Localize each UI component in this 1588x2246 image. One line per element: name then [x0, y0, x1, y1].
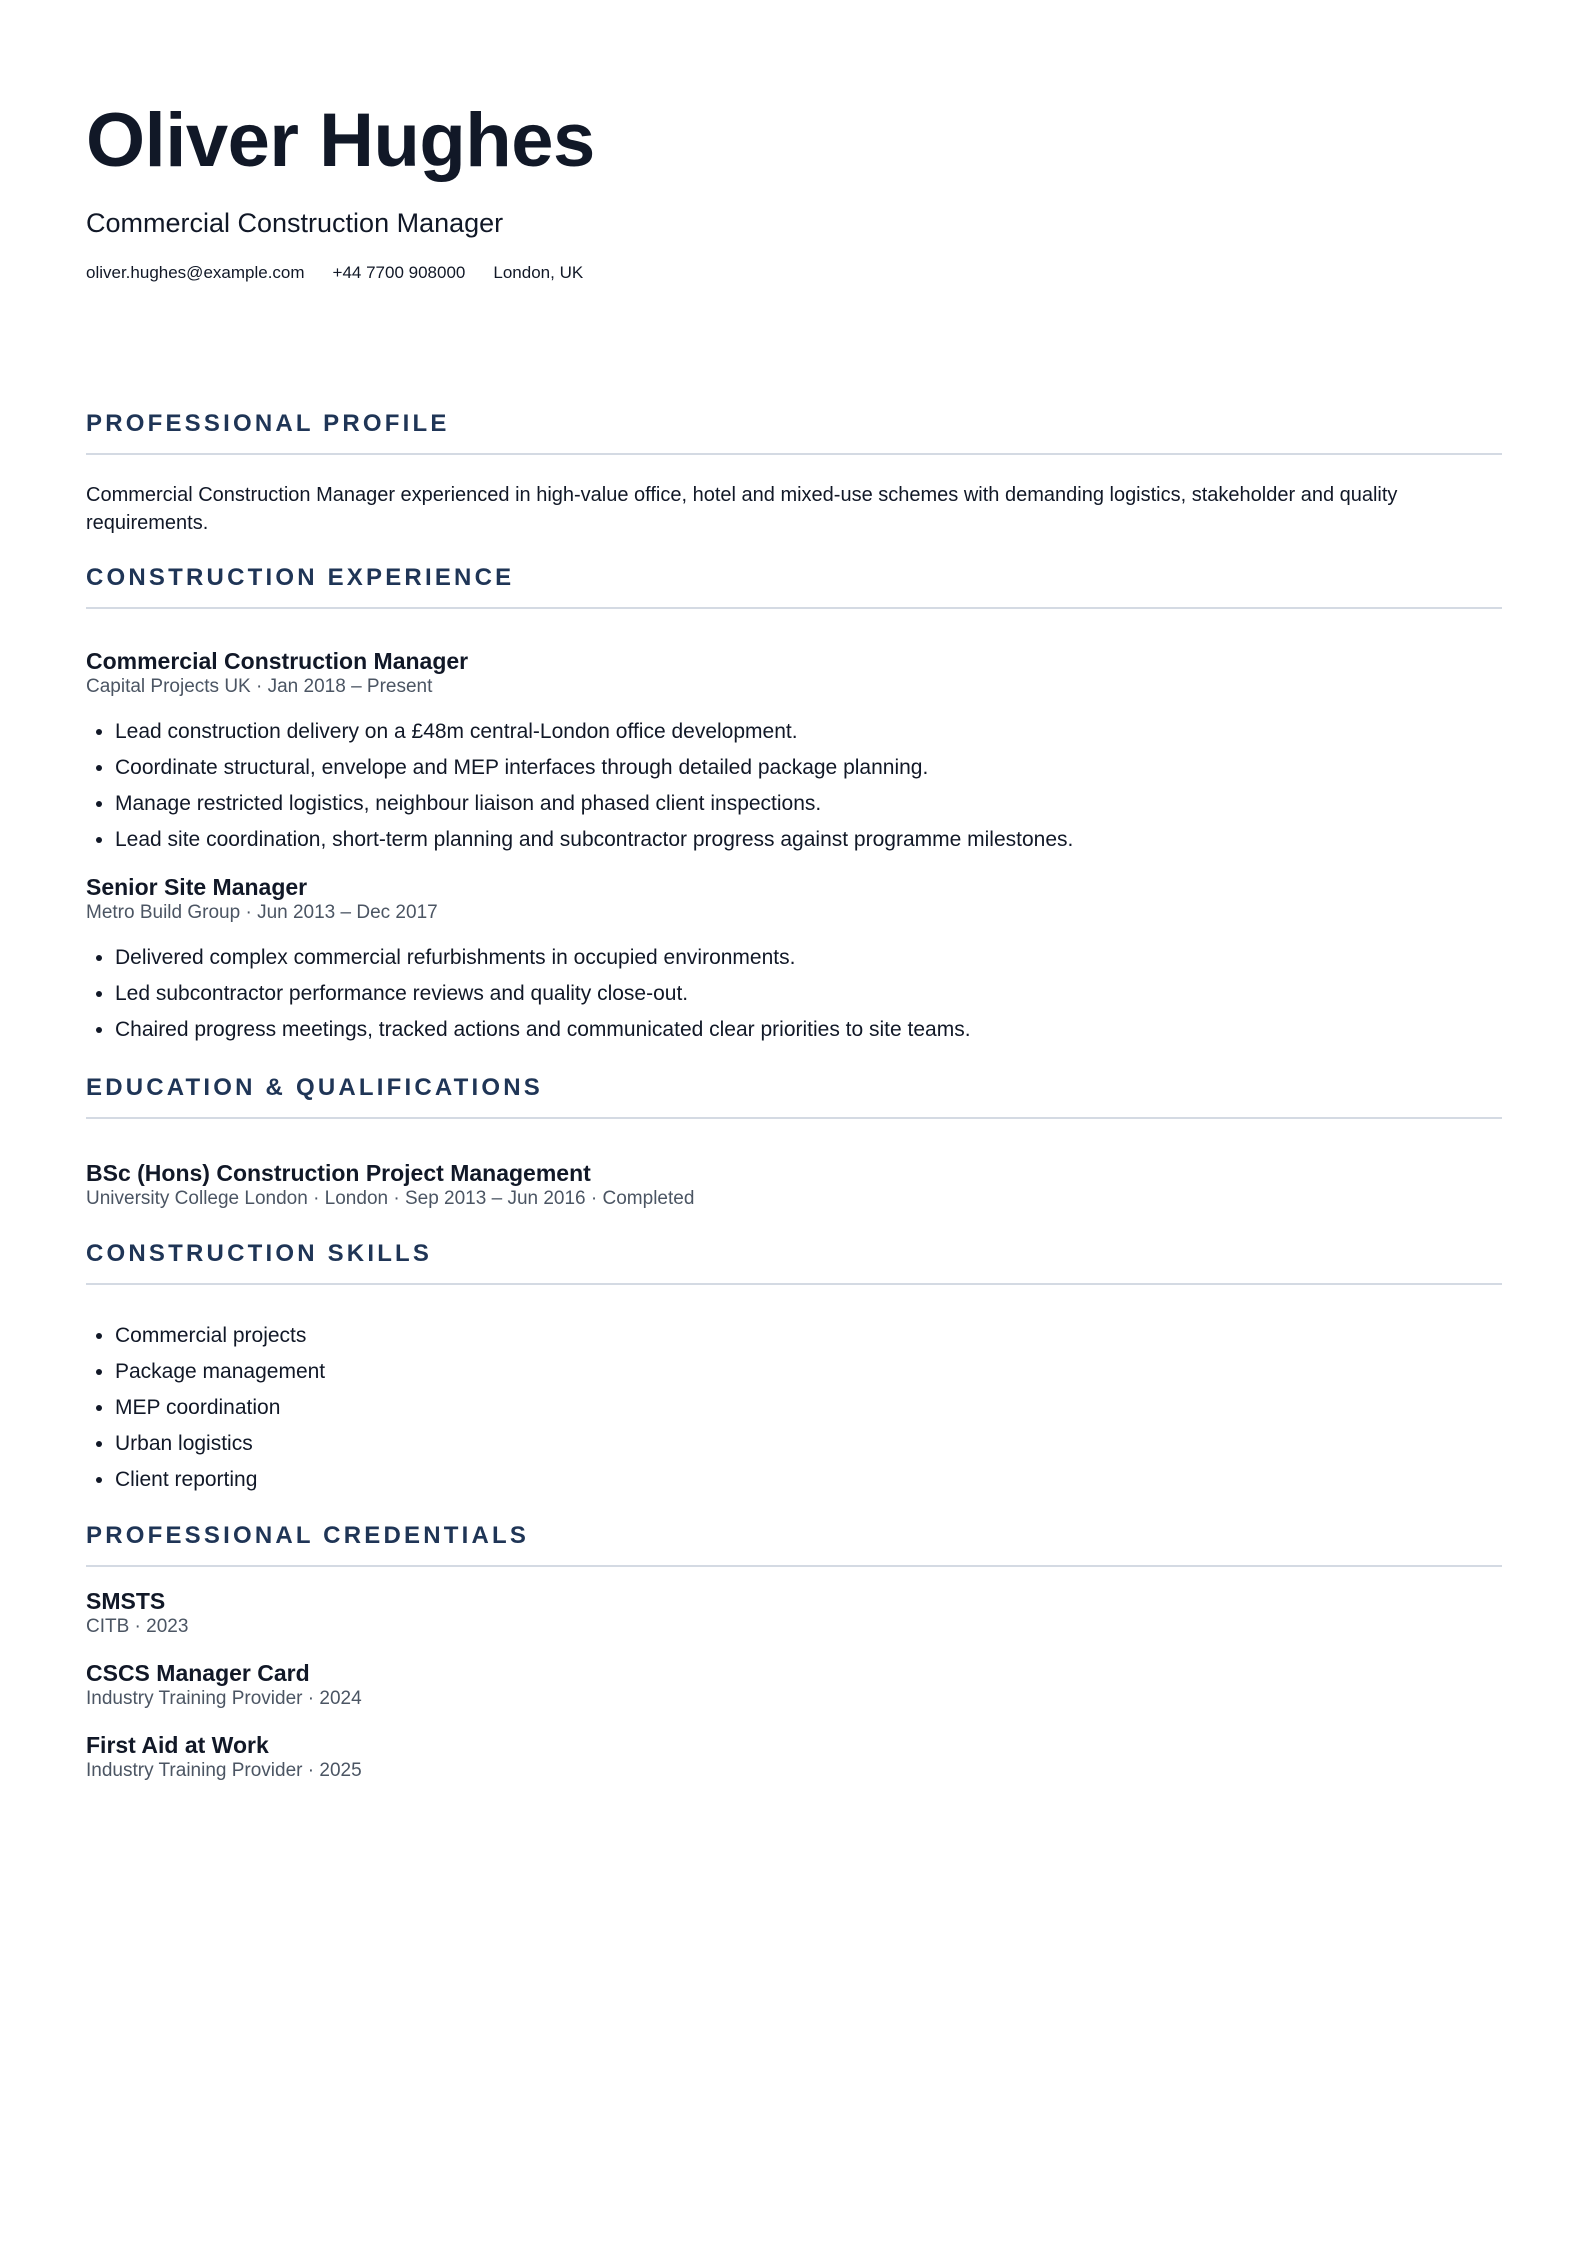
- credential-meta: Industry Training Provider · 2024: [86, 1688, 362, 1709]
- contact-phone: +44 7700 908000: [332, 263, 466, 282]
- bullet-item: • Delivered complex commercial refurbishments in occupied environments.: [115, 945, 1502, 971]
- bullet-item: • Chaired progress meetings, tracked actions and communicated clear priorities to site teams.: [115, 1017, 1502, 1043]
- contact-location: London, UK: [493, 263, 584, 282]
- credential-entry: [86, 1731, 1502, 1783]
- section-title-experience: CONSTRUCTION EXPERIENCE: [86, 563, 1502, 609]
- credential-meta: Industry Training Provider · 2025: [86, 1760, 362, 1781]
- degree-title: BSc (Hons) Construction Project Management: [86, 1160, 591, 1186]
- credential-name: SMSTS: [86, 1588, 166, 1614]
- section-title-profile: PROFESSIONAL PROFILE: [86, 409, 1502, 455]
- credential-name: CSCS Manager Card: [86, 1660, 310, 1686]
- job-meta: Capital Projects UK · Jan 2018 – Present: [86, 676, 433, 697]
- experience-section: [86, 563, 1502, 1043]
- resume-header: [86, 98, 1502, 284]
- skill-item: • MEP coordination: [115, 1395, 1502, 1421]
- skill-item: • Package management: [115, 1359, 1502, 1385]
- credential-entry: [86, 1659, 1502, 1711]
- experience-entry: [86, 873, 1502, 1043]
- skill-item: • Urban logistics: [115, 1431, 1502, 1457]
- credentials-section: [86, 1521, 1502, 1783]
- skill-item: • Commercial projects: [115, 1323, 1502, 1349]
- education-section: [86, 1073, 1502, 1211]
- job-meta: Metro Build Group · Jun 2013 – Dec 2017: [86, 902, 438, 923]
- skills-section: [86, 1239, 1502, 1493]
- credential-name: First Aid at Work: [86, 1732, 269, 1758]
- section-title-skills: CONSTRUCTION SKILLS: [86, 1239, 1502, 1285]
- bullet-item: • Led subcontractor performance reviews and quality close-out.: [115, 981, 1502, 1007]
- contact-email: oliver.hughes@example.com: [86, 263, 305, 282]
- bullet-item: • Lead construction delivery on a £48m central-London office development.: [115, 719, 1502, 745]
- profile-summary: Commercial Construction Manager experienced in high-value office, hotel and mixed-use schemes with demanding logistics, stakeholder and quality requirements.: [86, 484, 1398, 534]
- skills-list: [86, 1323, 1502, 1493]
- candidate-name: Oliver Hughes: [86, 98, 595, 183]
- job-title: Commercial Construction Manager: [86, 648, 469, 674]
- degree-meta: University College London · London · Sep 2013 – Jun 2016 · Completed: [86, 1188, 695, 1209]
- job-bullets: [86, 719, 1502, 853]
- experience-entry: [86, 647, 1502, 853]
- section-title-credentials: PROFESSIONAL CREDENTIALS: [86, 1521, 1502, 1567]
- skill-item: • Client reporting: [115, 1467, 1502, 1493]
- section-title-education: EDUCATION & QUALIFICATIONS: [86, 1073, 1502, 1119]
- bullet-item: • Manage restricted logistics, neighbour liaison and phased client inspections.: [115, 791, 1502, 817]
- bullet-item: • Lead site coordination, short-term planning and subcontractor progress against programme milestones.: [115, 827, 1502, 853]
- job-bullets: [86, 945, 1502, 1043]
- bullet-item: • Coordinate structural, envelope and MEP interfaces through detailed package planning.: [115, 755, 1502, 781]
- credential-entry: [86, 1587, 1502, 1639]
- candidate-headline: Commercial Construction Manager: [86, 208, 504, 238]
- contact-line: [86, 262, 1502, 284]
- job-title: Senior Site Manager: [86, 874, 308, 900]
- profile-section: [86, 409, 1502, 537]
- credential-meta: CITB · 2023: [86, 1616, 189, 1637]
- education-entry: [86, 1159, 1502, 1211]
